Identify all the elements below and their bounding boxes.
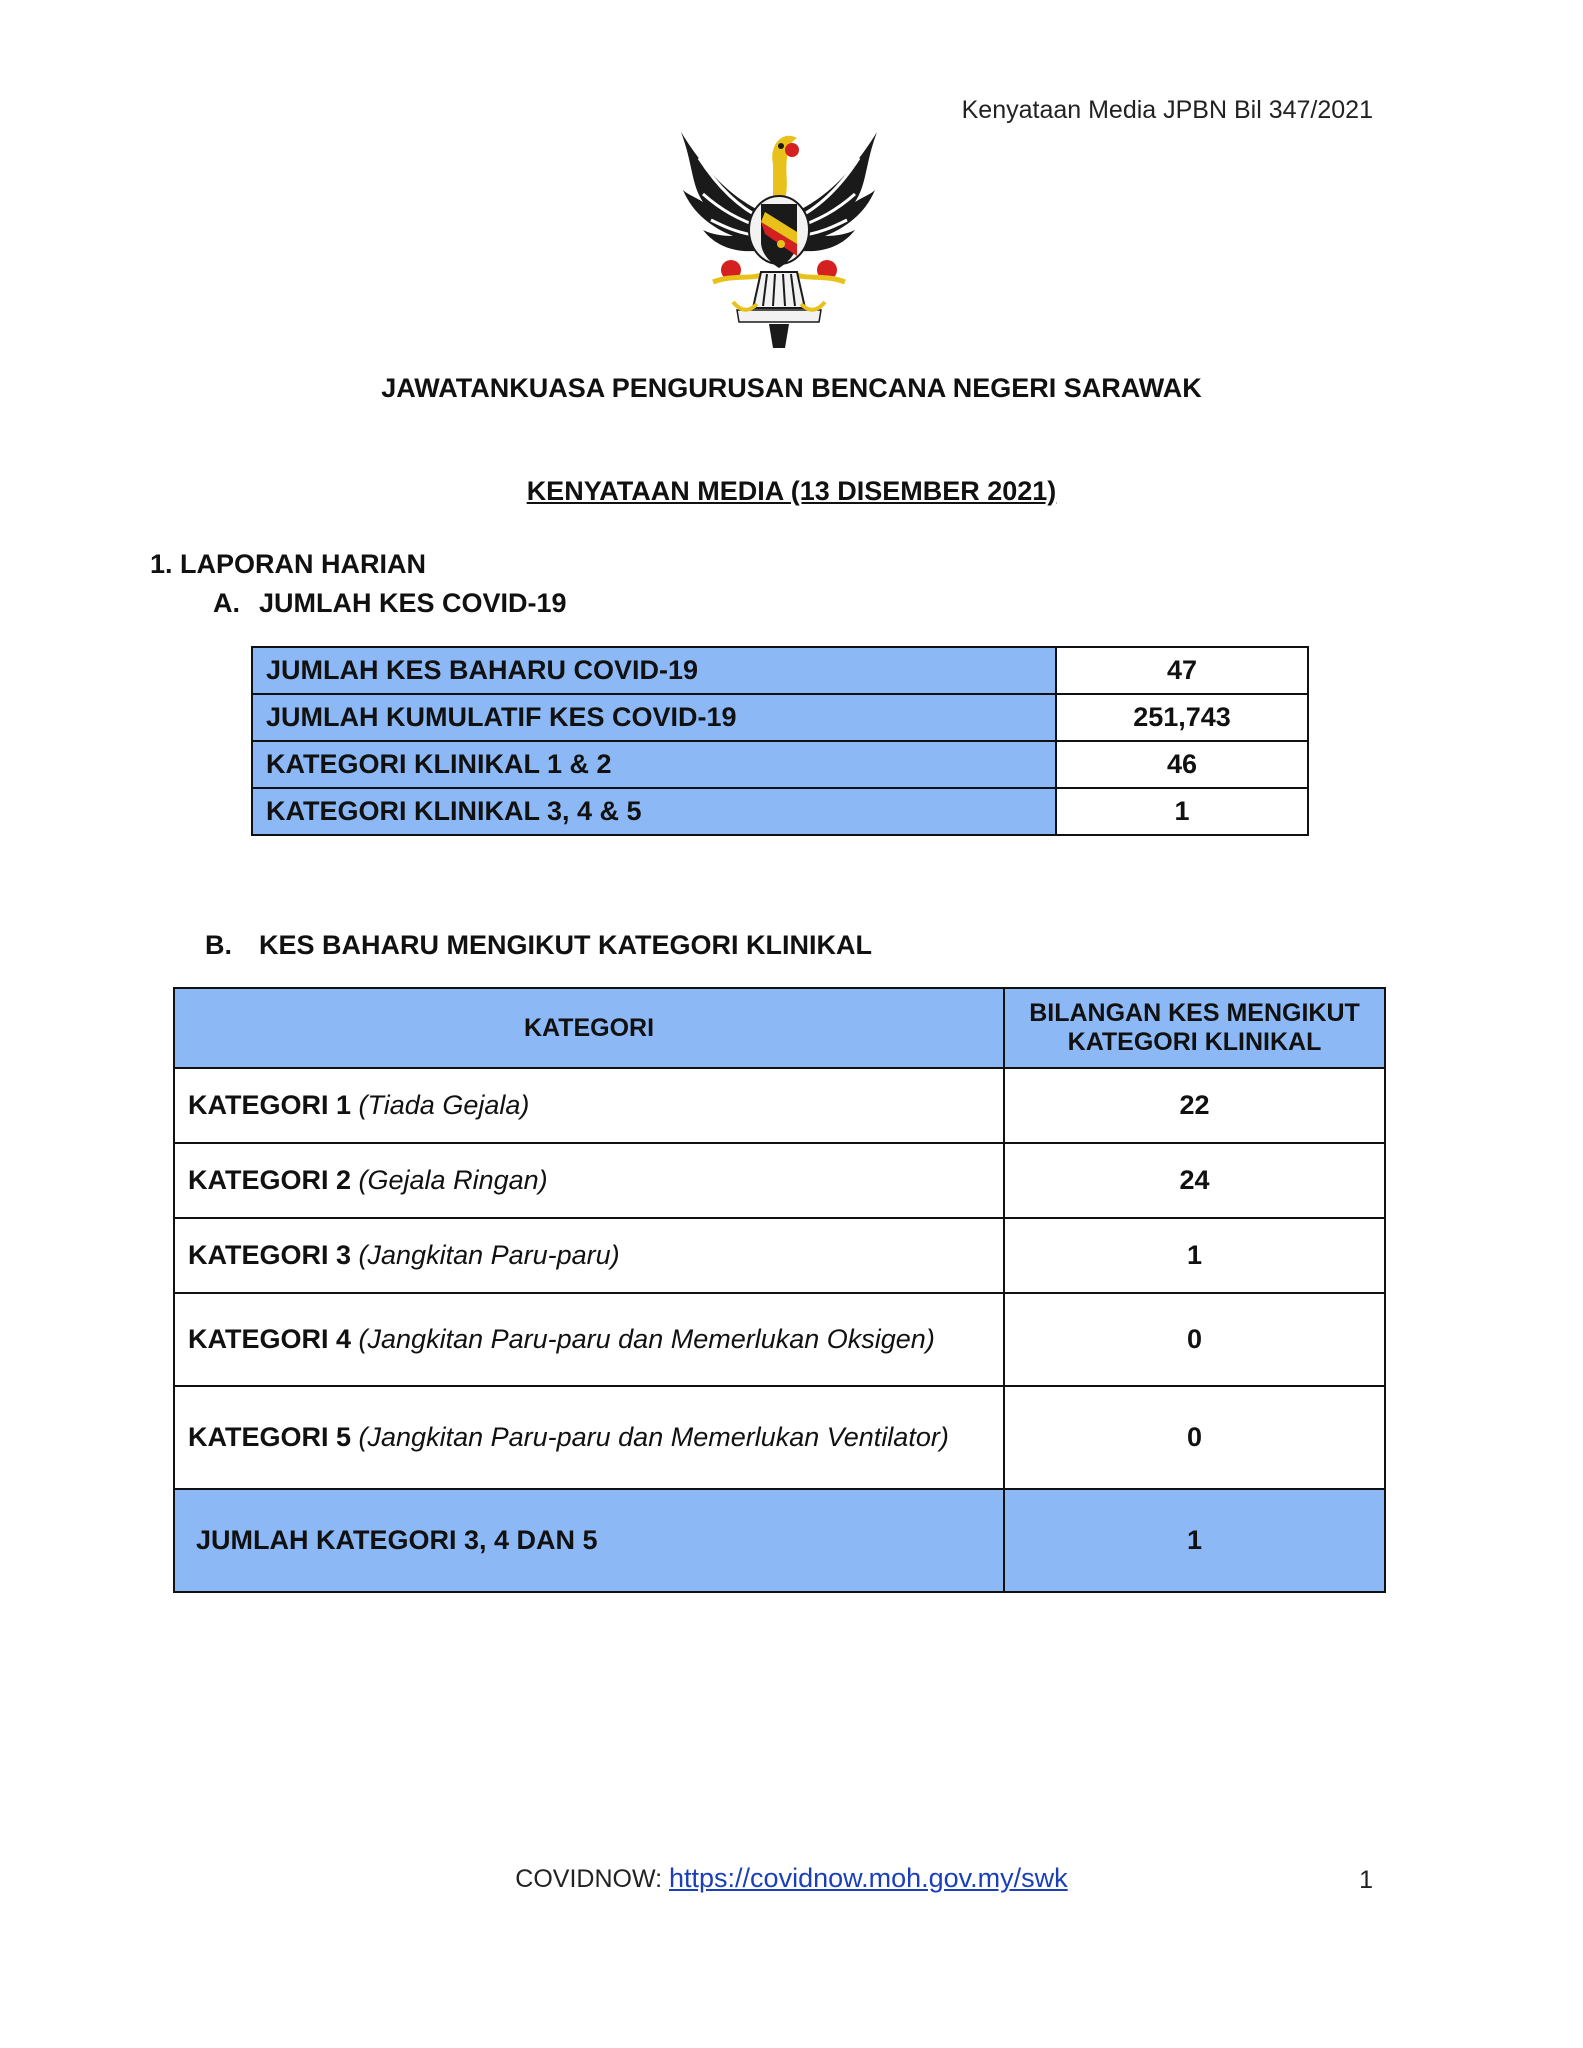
table-row: [174, 1218, 1385, 1293]
total-label: JUMLAH KATEGORI 3, 4 DAN 5: [174, 1489, 1004, 1592]
subsection-a-letter: A.: [213, 588, 240, 618]
category-name: KATEGORI 1: [188, 1090, 352, 1120]
category-description: (Jangkitan Paru-paru dan Memerlukan Oksigen): [358, 1324, 935, 1354]
column-header-category: KATEGORI: [174, 988, 1004, 1068]
category-name: KATEGORI 2: [188, 1165, 352, 1195]
row-label: JUMLAH KUMULATIF KES COVID-19: [252, 694, 1056, 741]
category-count: 1: [1004, 1218, 1385, 1293]
footer: [0, 1863, 1583, 1894]
row-value: 1: [1056, 788, 1308, 835]
column-header-count-line2: KATEGORI KLINIKAL: [1067, 1028, 1322, 1056]
row-label: JUMLAH KES BAHARU COVID-19: [252, 647, 1056, 694]
row-label: KATEGORI KLINIKAL 3, 4 & 5: [252, 788, 1056, 835]
table-row: [174, 1386, 1385, 1489]
row-value: 47: [1056, 647, 1308, 694]
category-name: KATEGORI 5: [188, 1422, 352, 1452]
table-row: [174, 1068, 1385, 1143]
organization-heading: JAWATANKUASA PENGURUSAN BENCANA NEGERI SARAWAK: [381, 373, 1202, 403]
category-description: (Gejala Ringan): [358, 1165, 548, 1195]
table-row: [174, 1293, 1385, 1386]
category-cell: [174, 1143, 1004, 1218]
table-row: [252, 694, 1308, 741]
table-row: [252, 788, 1308, 835]
category-cell: [174, 1068, 1004, 1143]
category-cell: [174, 1293, 1004, 1386]
category-description: (Jangkitan Paru-paru): [358, 1240, 620, 1270]
covidnow-link[interactable]: https://covidnow.moh.gov.my/swk: [669, 1863, 1068, 1893]
sarawak-coat-of-arms-emblem: [673, 124, 885, 350]
category-count: 24: [1004, 1143, 1385, 1218]
table-row: [174, 1143, 1385, 1218]
category-description: (Tiada Gejala): [358, 1090, 530, 1120]
footer-prefix: COVIDNOW:: [515, 1865, 670, 1893]
table-row: [252, 741, 1308, 788]
section-heading-laporan-harian: 1. LAPORAN HARIAN: [150, 549, 427, 579]
document-title: KENYATAAN MEDIA (13 DISEMBER 2021): [526, 476, 1057, 506]
table-header-row: [174, 988, 1385, 1068]
category-name: KATEGORI 4: [188, 1324, 352, 1354]
subsection-b-heading: [205, 930, 872, 961]
subsection-b-title: KES BAHARU MENGIKUT KATEGORI KLINIKAL: [259, 930, 872, 960]
subsection-a-title: JUMLAH KES COVID-19: [259, 588, 567, 618]
media-reference: Kenyataan Media JPBN Bil 347/2021: [961, 96, 1373, 124]
page-number: 1: [1359, 1866, 1373, 1894]
category-count: 0: [1004, 1386, 1385, 1489]
row-label: KATEGORI KLINIKAL 1 & 2: [252, 741, 1056, 788]
clinical-category-table: [173, 987, 1386, 1593]
category-count: 0: [1004, 1293, 1385, 1386]
column-header-count: [1004, 988, 1385, 1068]
category-cell: [174, 1218, 1004, 1293]
row-value: 46: [1056, 741, 1308, 788]
row-value: 251,743: [1056, 694, 1308, 741]
category-description: (Jangkitan Paru-paru dan Memerlukan Ventilator): [358, 1422, 949, 1452]
table-total-row: [174, 1489, 1385, 1592]
total-value: 1: [1004, 1489, 1385, 1592]
column-header-count-line1: BILANGAN KES MENGIKUT: [1029, 999, 1360, 1027]
subsection-b-letter: B.: [205, 930, 232, 960]
category-cell: [174, 1386, 1004, 1489]
category-count: 22: [1004, 1068, 1385, 1143]
subsection-a-heading: [213, 588, 567, 619]
covid-total-cases-table: [251, 646, 1309, 836]
category-name: KATEGORI 3: [188, 1240, 352, 1270]
table-row: [252, 647, 1308, 694]
